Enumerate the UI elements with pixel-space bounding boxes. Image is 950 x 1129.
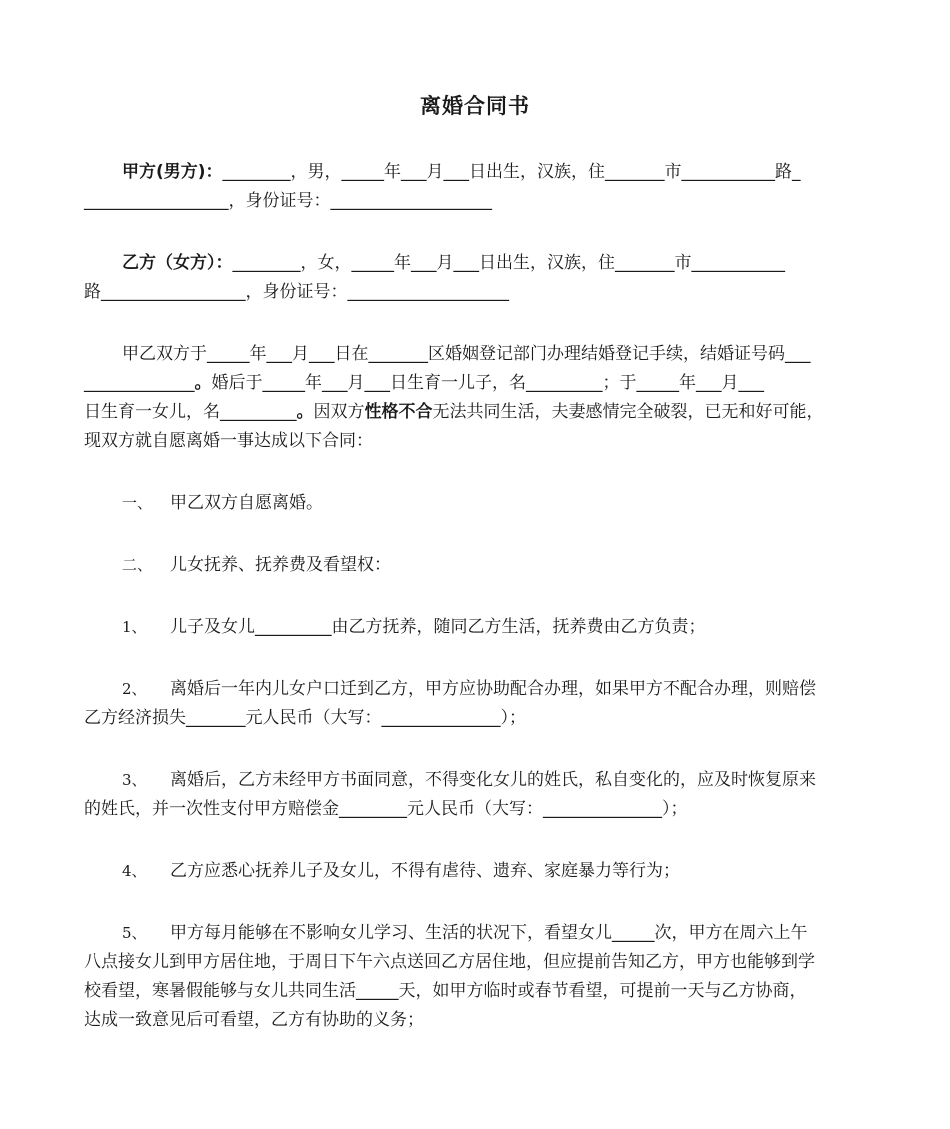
emphasis-text: 性格不合 [364,402,433,422]
party-b-text: ________，女，_____年___月___日出生，汉族，住_______市___________ [232,253,785,273]
clause-5-line-3: 校看望，寒暑假能够与女儿共同生活_____天，如甲方临时或春节看望，可提前一天与乙方协商， [84,981,807,1001]
section-number: 一、 [122,494,153,512]
clause-3-line-2: 的姓氏，并一次性支付甲方赔偿金________元人民币（大写：______________）； [84,799,688,819]
party-b-line-1 [122,251,785,275]
party-b-label: 乙方（女方）： [122,253,233,273]
clause-5-line-4: 达成一致意见后可看望，乙方有协助的义务； [84,1010,424,1030]
clause-number: 4、 [122,862,147,880]
section-text: 儿女抚养、抚养费及看望权： [170,555,391,575]
party-a-label: 甲方(男方)： [122,162,223,182]
clause-4-line-1: 4、 乙方应悉心抚养儿子及女儿，不得有虐待、遗弃、家庭暴力等行为； [122,861,680,881]
section-2 [122,553,391,577]
clause-3-line-1: 3、 离婚后，乙方未经甲方书面同意，不得变化女儿的姓氏，私自变化的，应及时恢复原来 [122,770,816,790]
intro-line-2: _____________。婚后于_____年___月___日生育一儿子，名_________；于_____年___月___ [84,373,764,393]
clause-number: 2、 [122,680,147,698]
party-a-text: ________，男，_____年___月___日出生，汉族，住_______市___________路_ [222,162,801,182]
clause-number: 5、 [122,924,147,942]
intro-line-1: 甲乙双方于_____年___月___日在_______区婚姻登记部门办理结婚登记手续，结婚证号码___ [122,344,811,364]
clause-1-line-1: 1、 儿子及女儿_________由乙方抚养，随同乙方生活，抚养费由乙方负责； [122,617,706,637]
section-number: 二、 [122,556,153,574]
party-a-line-2: _________________，身份证号：___________________ [84,191,492,211]
section-text: 甲乙双方自愿离婚。 [170,493,323,513]
clause-2-line-1: 2、 离婚后一年内儿女户口迁到乙方，甲方应协助配合办理，如果甲方不配合办理，则赔偿 [122,679,816,699]
section-1 [122,491,323,515]
clause-5-line-1: 5、 甲方每月能够在不影响女儿学习、生活的状况下，看望女儿_____次，甲方在周六上午 [122,923,808,943]
party-b-line-2: 路_________________，身份证号：___________________ [84,282,509,302]
clause-2-line-2: 乙方经济损失_______元人民币（大写：______________）； [84,708,526,728]
intro-line-4: 现双方就自愿离婚一事达成以下合同： [84,431,373,451]
intro-line-3: 日生育一女儿，名_________。因双方性格不合无法共同生活，夫妻感情完全破裂，已无和好可能， [84,402,824,422]
clause-number: 1、 [122,618,147,636]
party-a-line-1 [122,160,801,184]
clause-5-line-2: 八点接女儿到甲方居住地，于周日下午六点送回乙方居住地，但应提前告知乙方，甲方也能够到学 [84,952,815,972]
clause-number: 3、 [122,771,147,789]
document-title: 离婚合同书 [420,94,530,118]
